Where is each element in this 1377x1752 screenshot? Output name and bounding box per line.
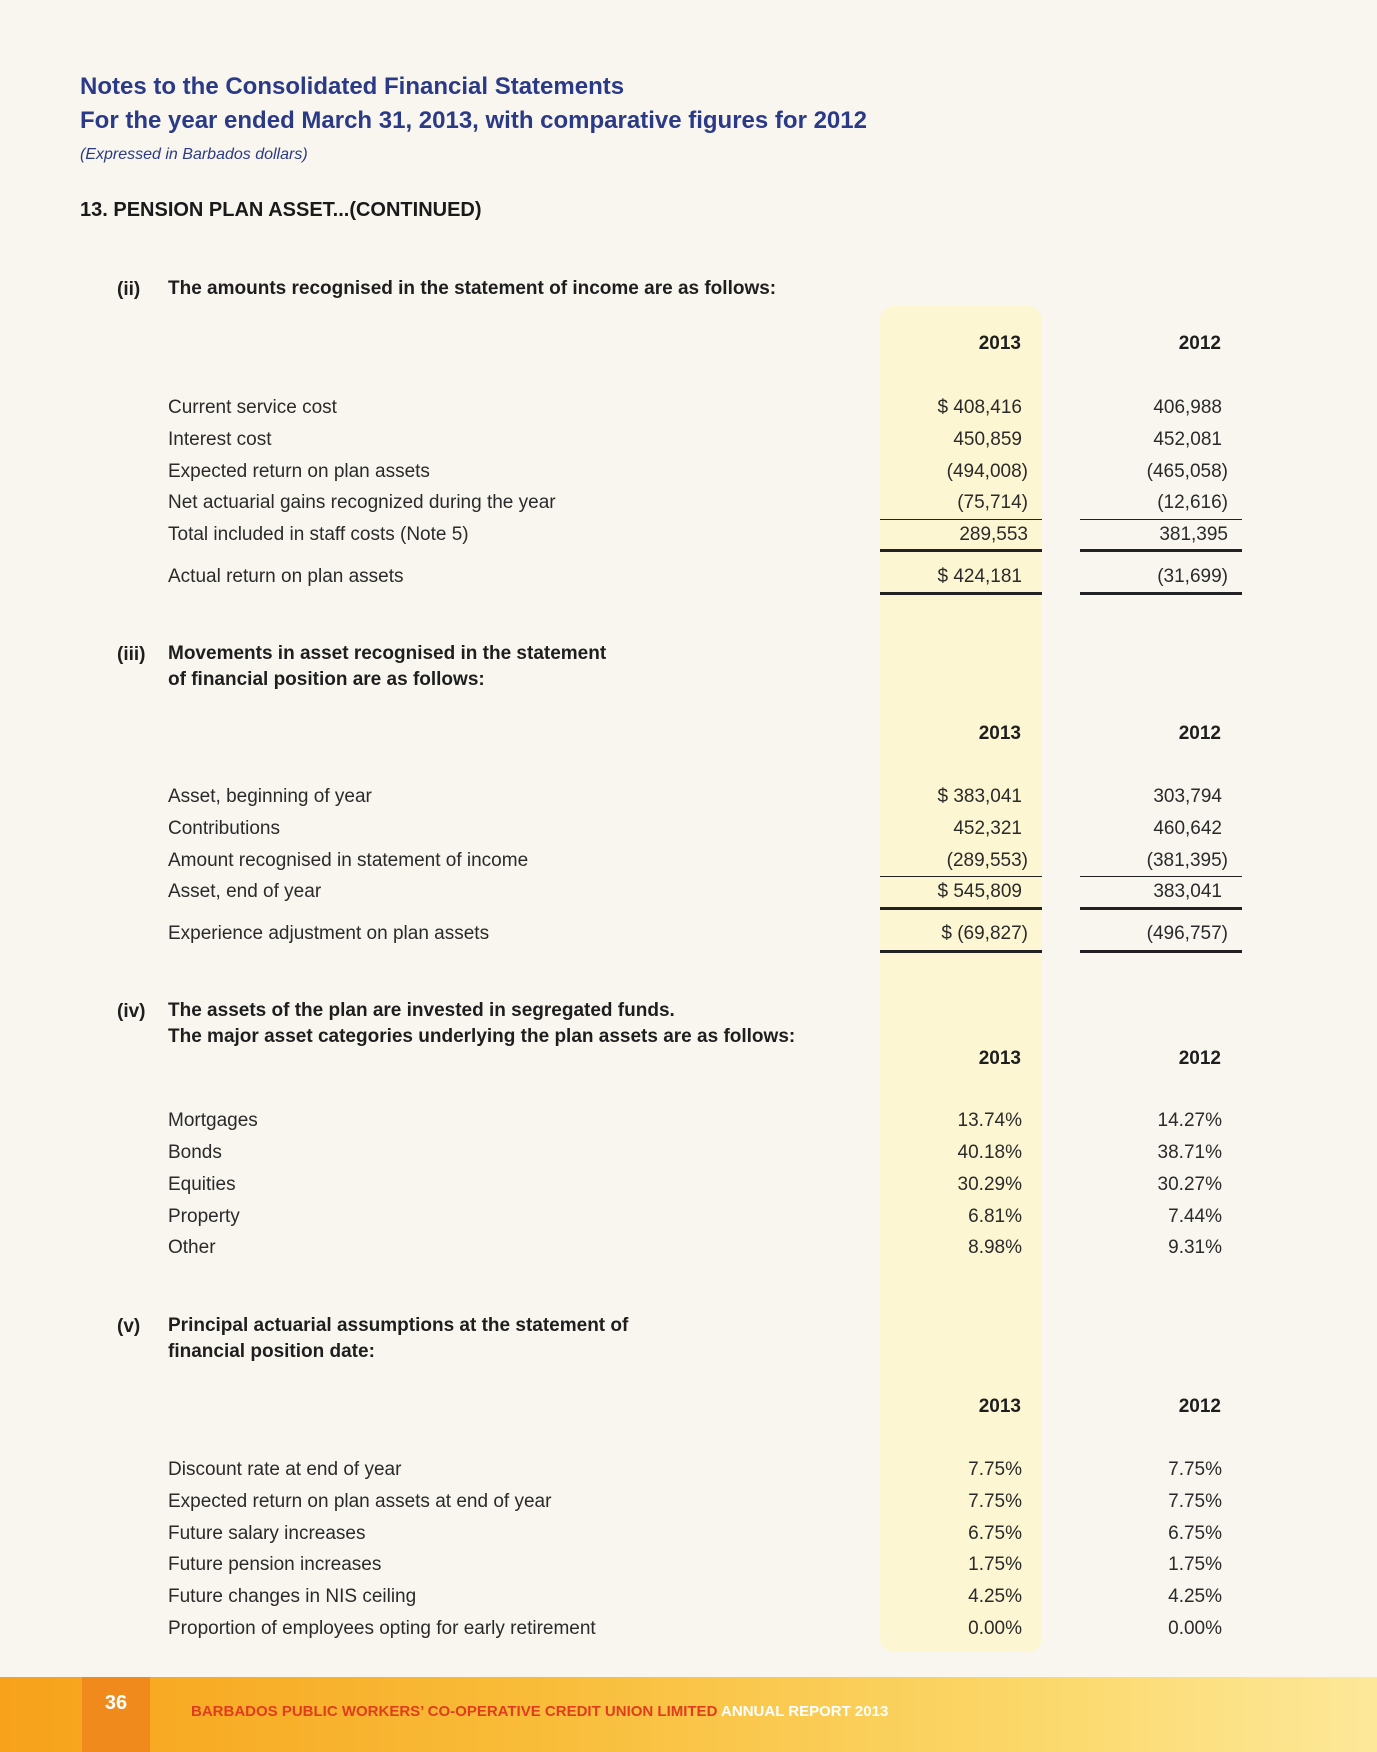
total-rule [1080, 950, 1242, 953]
value-2013: 452,321 [953, 818, 1022, 839]
subsection-heading-ii: The amounts recognised in the statement of income are as follows: [168, 278, 777, 299]
row-label: Equities [168, 1174, 236, 1195]
year-header-2012: 2012 [1178, 1396, 1221, 1417]
value-2013: 6.81% [968, 1206, 1022, 1227]
subsection-number-ii: (ii) [117, 279, 141, 300]
total-rule [1080, 592, 1242, 595]
value-2012: 6.75% [1168, 1523, 1222, 1544]
row-label: Bonds [168, 1142, 222, 1163]
row-label: Future salary increases [168, 1523, 366, 1544]
subsection-number-v: (v) [117, 1316, 141, 1337]
footer-report-label: ANNUAL REPORT 2013 [721, 1703, 889, 1720]
value-2012: (31,699) [1157, 566, 1228, 587]
value-2013: $ 424,181 [937, 566, 1022, 587]
value-2012: 7.75% [1168, 1459, 1222, 1480]
value-2012: (381,395) [1146, 850, 1228, 871]
row-label: Discount rate at end of year [168, 1459, 402, 1480]
page-title: Notes to the Consolidated Financial Statements [80, 73, 625, 100]
value-2012: 14.27% [1157, 1110, 1222, 1131]
value-2013: 40.18% [957, 1142, 1022, 1163]
row-label: Proportion of employees opting for early retirement [168, 1618, 596, 1639]
value-2013: 8.98% [968, 1237, 1022, 1258]
row-label: Net actuarial gains recognized during the year [168, 492, 556, 513]
footer-org-name: BARBADOS PUBLIC WORKERS’ CO-OPERATIVE CREDIT UNION LIMITED [191, 1703, 718, 1720]
subtotal-rule [880, 876, 1042, 877]
value-2013: 450,859 [953, 429, 1022, 450]
subtotal-rule [880, 519, 1042, 520]
year-header-2013: 2013 [978, 1396, 1021, 1417]
row-label: Amount recognised in statement of income [168, 850, 529, 871]
value-2012: (12,616) [1157, 492, 1228, 513]
value-2012: 1.75% [1168, 1554, 1222, 1575]
value-2013: 0.00% [968, 1618, 1022, 1639]
row-label: Contributions [168, 818, 280, 839]
value-2013: 4.25% [968, 1586, 1022, 1607]
year-header-2012: 2012 [1178, 1048, 1221, 1069]
value-2013: $ (69,827) [941, 923, 1028, 944]
value-2013: 289,553 [959, 524, 1028, 545]
subtotal-rule [1080, 876, 1242, 877]
value-2012: 30.27% [1157, 1174, 1222, 1195]
row-label: Experience adjustment on plan assets [168, 923, 490, 944]
value-2013: 1.75% [968, 1554, 1022, 1575]
subtotal-rule [1080, 519, 1242, 520]
row-label: Expected return on plan assets at end of year [168, 1491, 552, 1512]
subsection-heading-v: Principal actuarial assumptions at the statement of [168, 1315, 629, 1336]
row-label: Future pension increases [168, 1554, 382, 1575]
row-label: Asset, end of year [168, 881, 322, 902]
value-2012: 7.75% [1168, 1491, 1222, 1512]
row-label: Actual return on plan assets [168, 566, 404, 587]
total-rule [1080, 549, 1242, 552]
subsection-heading-iii: Movements in asset recognised in the statement [168, 643, 607, 664]
year-header-2013: 2013 [978, 723, 1021, 744]
total-rule [880, 549, 1042, 552]
value-2012: 303,794 [1153, 786, 1222, 807]
value-2013: $ 545,809 [937, 881, 1022, 902]
value-2013: 6.75% [968, 1523, 1022, 1544]
section-heading: 13. PENSION PLAN ASSET...(CONTINUED) [80, 199, 482, 221]
value-2012: 383,041 [1153, 881, 1222, 902]
row-label: Property [168, 1206, 240, 1227]
year-header-2013: 2013 [978, 333, 1021, 354]
value-2012: (465,058) [1146, 461, 1228, 482]
subsection-number-iv: (iv) [117, 1001, 146, 1022]
row-label: Expected return on plan assets [168, 461, 430, 482]
value-2013: 13.74% [957, 1110, 1022, 1131]
year-header-2012: 2012 [1178, 333, 1221, 354]
footer-org-line [191, 1703, 888, 1720]
value-2013: (494,008) [946, 461, 1028, 482]
value-2012: (496,757) [1146, 923, 1228, 944]
value-2012: 7.44% [1168, 1206, 1222, 1227]
value-2012: 406,988 [1153, 397, 1222, 418]
subsection-heading-iv: The assets of the plan are invested in segregated funds. [168, 1000, 675, 1021]
row-label: Current service cost [168, 397, 337, 418]
value-2012: 460,642 [1153, 818, 1222, 839]
subsection-heading-iii-line2: of financial position are as follows: [168, 669, 485, 690]
row-label: Mortgages [168, 1110, 258, 1131]
row-label: Total included in staff costs (Note 5) [168, 524, 469, 545]
subsection-heading-iv-line2: The major asset categories underlying the plan assets are as follows: [168, 1026, 796, 1047]
row-label: Interest cost [168, 429, 272, 450]
year-header-2012: 2012 [1178, 723, 1221, 744]
value-2013: (289,553) [946, 850, 1028, 871]
page-subtitle-period: For the year ended March 31, 2013, with comparative figures for 2012 [80, 107, 867, 134]
year-header-2013: 2013 [978, 1048, 1021, 1069]
value-2012: 4.25% [1168, 1586, 1222, 1607]
value-2013: 7.75% [968, 1459, 1022, 1480]
currency-note: (Expressed in Barbados dollars) [80, 146, 308, 163]
value-2012: 381,395 [1159, 524, 1228, 545]
subsection-heading-v-line2: financial position date: [168, 1341, 375, 1362]
value-2012: 452,081 [1153, 429, 1222, 450]
row-label: Future changes in NIS ceiling [168, 1586, 417, 1607]
value-2013: (75,714) [957, 492, 1028, 513]
value-2012: 0.00% [1168, 1618, 1222, 1639]
value-2013: 30.29% [957, 1174, 1022, 1195]
total-rule [880, 950, 1042, 953]
row-label: Other [168, 1237, 216, 1258]
subsection-number-iii: (iii) [117, 644, 146, 665]
value-2012: 38.71% [1157, 1142, 1222, 1163]
row-label: Asset, beginning of year [168, 786, 372, 807]
total-rule [880, 592, 1042, 595]
total-rule [880, 907, 1042, 910]
value-2012: 9.31% [1168, 1237, 1222, 1258]
value-2013: $ 408,416 [937, 397, 1022, 418]
value-2013: $ 383,041 [937, 786, 1022, 807]
value-2013: 7.75% [968, 1491, 1022, 1512]
total-rule [1080, 907, 1242, 910]
page-number: 36 [82, 1677, 150, 1752]
